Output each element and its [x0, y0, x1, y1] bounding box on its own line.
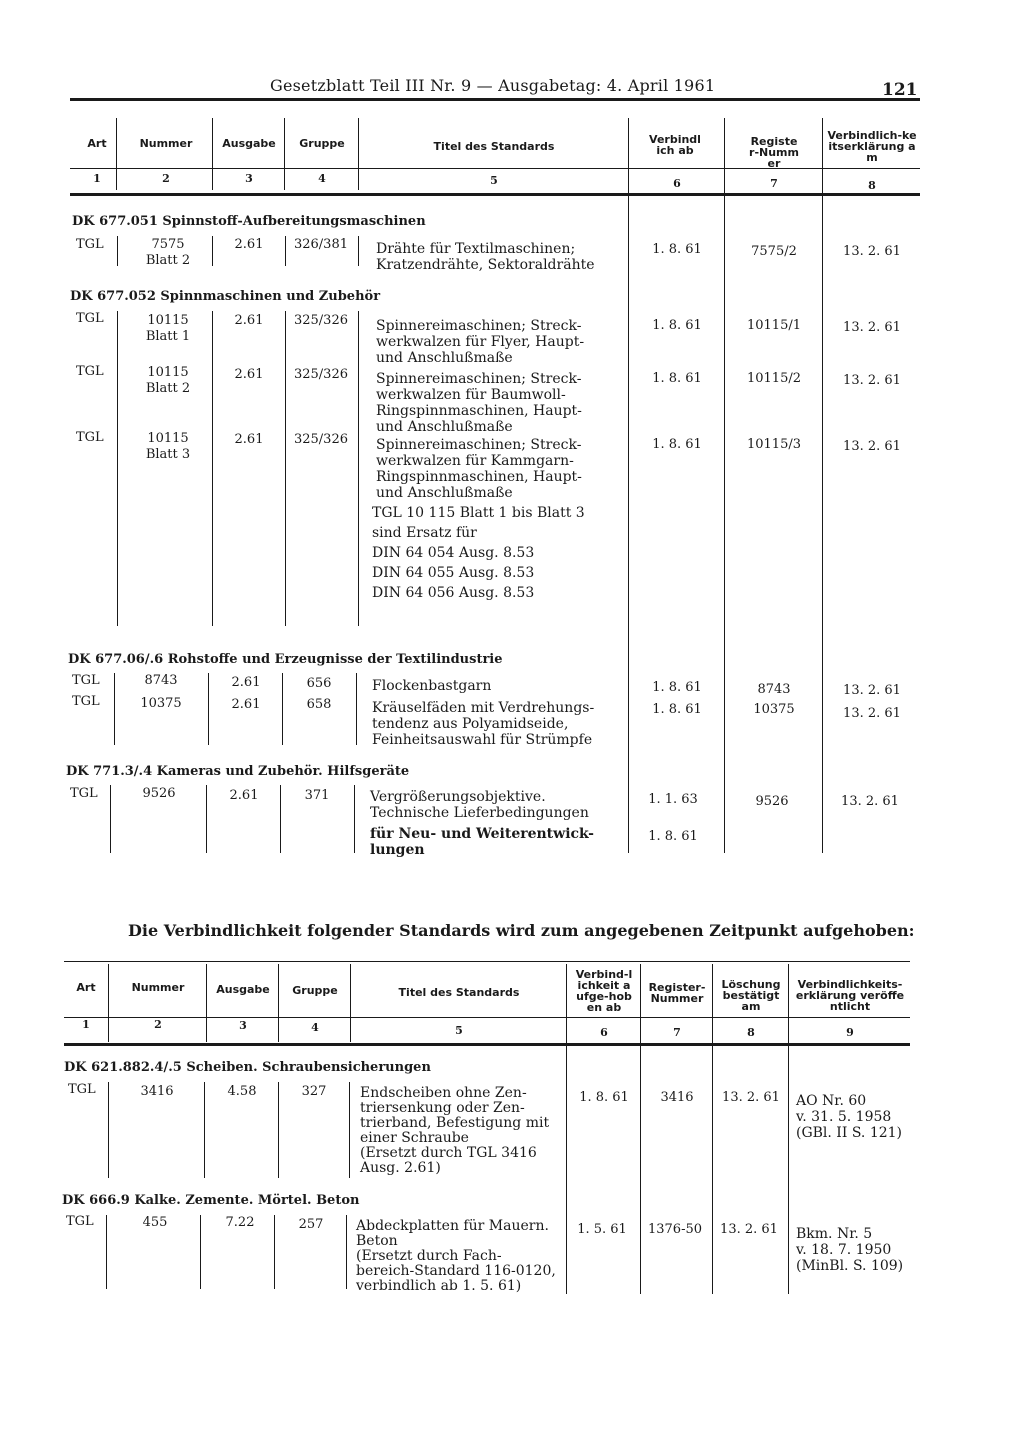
cell-veroeffentlicht: Bkm. Nr. 5 v. 18. 7. 1950 (MinBl. S. 109): [796, 1226, 904, 1274]
col-number: 5: [455, 1024, 463, 1037]
cell-aufgehoben-ab: 1. 8. 61: [579, 1090, 629, 1105]
col-number: 2: [154, 1018, 162, 1031]
cell-art: TGL: [76, 237, 104, 252]
cell-erklaerung: 13. 2. 61: [843, 244, 901, 259]
cell-ausgabe: 2.61: [234, 367, 264, 382]
col-number: 8: [868, 179, 876, 192]
header-separator: [70, 168, 920, 169]
revocation-heading: Die Verbindlichkeit folgender Standards wird zum angegebenen Zeitpunkt aufgehoben:: [128, 921, 915, 940]
section-heading: DK 677.06/.6 Rohstoffe und Erzeugnisse der Textilindustrie: [68, 652, 503, 667]
cell-art: TGL: [76, 311, 104, 326]
column-rule: [566, 964, 567, 1294]
column-rule: [206, 785, 207, 853]
cell-art: TGL: [76, 364, 104, 379]
column-rule: [628, 118, 629, 853]
cell-verbindlich-ab: 1. 8. 61: [648, 829, 698, 844]
column-rule: [117, 311, 118, 626]
cell-register: 1376-50: [647, 1222, 703, 1237]
cell-verbindlich-ab: 1. 8. 61: [652, 318, 702, 333]
column-rule: [282, 673, 283, 745]
col-header-veroeffentlicht: Verbindlichkeits-erklärung veröffentlicht: [795, 978, 905, 1013]
cell-titel: Abdeckplatten für Mauern. Beton (Ersetzt durch Fach- bereich-Standard 116-0120, verbindlich ab 1. 5. 61): [356, 1218, 556, 1294]
column-rule: [712, 964, 713, 1294]
col-number: 6: [673, 177, 681, 190]
column-rule: [350, 964, 351, 1042]
cell-nummer: 10115 Blatt 3: [145, 431, 191, 462]
col-number: 3: [245, 172, 253, 185]
running-head: Gesetzblatt Teil III Nr. 9 — Ausgabetag: 4. April 1961: [270, 76, 716, 95]
cell-ausgabe: 2.61: [234, 237, 264, 252]
col-header-register: Register-Nummer: [749, 135, 799, 170]
replacement-note: TGL 10 115 Blatt 1 bis Blatt 3 sind Ersatz für DIN 64 054 Ausg. 8.53 DIN 64 055 Ausg. 8.53 DIN 64 056 Ausg. 8.53: [372, 505, 585, 601]
cell-verbindlich-ab: 1. 8. 61: [652, 242, 702, 257]
cell-erklaerung: 13. 2. 61: [843, 320, 901, 335]
cell-register: 9526: [755, 794, 789, 809]
col-header-titel: Titel des Standards: [433, 140, 555, 153]
column-rule: [788, 964, 789, 1294]
col-number: 7: [673, 1026, 681, 1039]
col-number: 2: [162, 172, 170, 185]
cell-ausgabe: 4.58: [227, 1084, 257, 1099]
cell-gruppe: 326/381: [293, 237, 348, 252]
column-rule: [117, 236, 118, 266]
column-rule: [358, 118, 359, 190]
column-rule: [200, 1215, 201, 1289]
cell-loeschung: 13. 2. 61: [722, 1090, 780, 1105]
col-header-art: Art: [87, 137, 107, 150]
column-rule: [204, 1082, 205, 1178]
column-rule: [108, 964, 109, 1042]
col-number: 3: [239, 1019, 247, 1032]
cell-gruppe: 327: [301, 1084, 327, 1099]
cell-titel: Kräuselfäden mit Verdrehungs- tendenz aus Polyamidseide, Feinheitsauswahl für Strümpfe: [372, 700, 595, 748]
cell-verbindlich-ab: 1. 8. 61: [652, 680, 702, 695]
col-header-gruppe: Gruppe: [292, 984, 338, 997]
cell-register: 10115/1: [746, 318, 801, 333]
column-rule: [349, 1082, 350, 1178]
column-rule: [106, 1215, 107, 1289]
cell-art: TGL: [66, 1214, 94, 1229]
col-header-nummer: Nummer: [139, 137, 193, 150]
cell-titel: Spinnereimaschinen; Streck- werkwalzen für Flyer, Haupt- und Anschlußmaße: [376, 318, 585, 366]
page-number: 121: [882, 80, 918, 100]
column-rule: [285, 236, 286, 266]
cell-titel: Drähte für Textilmaschinen; Kratzendrähte, Sektoraldrähte: [376, 241, 595, 273]
cell-register: 8743: [757, 682, 791, 697]
column-rule: [346, 1215, 347, 1289]
section-heading: DK 621.882.4/.5 Scheiben. Schraubensicherungen: [64, 1060, 431, 1075]
cell-ausgabe: 2.61: [231, 697, 261, 712]
cell-ausgabe: 2.61: [234, 432, 264, 447]
col-header-ausgabe: Ausgabe: [222, 137, 276, 150]
col-number: 1: [82, 1018, 90, 1031]
column-rule: [116, 118, 117, 190]
col-header-loeschung: Löschung bestätigt am: [721, 978, 781, 1013]
column-rule: [110, 785, 111, 853]
col-header-gruppe: Gruppe: [299, 137, 345, 150]
col-header-erklaerung: Verbindlich-keitserklärung am: [827, 129, 917, 164]
cell-art: TGL: [72, 673, 100, 688]
cell-art: TGL: [72, 694, 100, 709]
column-rule: [212, 311, 213, 626]
cell-nummer: 9526: [142, 786, 176, 801]
header-bottom-rule: [70, 193, 920, 196]
cell-nummer: 7575 Blatt 2: [145, 237, 191, 268]
cell-art: TGL: [70, 786, 98, 801]
cell-aufgehoben-ab: 1. 5. 61: [577, 1222, 627, 1237]
col-header-ausgabe: Ausgabe: [216, 983, 270, 996]
cell-loeschung: 13. 2. 61: [720, 1222, 778, 1237]
cell-art: TGL: [68, 1082, 96, 1097]
header-bottom-rule: [64, 1043, 910, 1046]
cell-titel-extra: für Neu- und Weiterentwick- lungen: [370, 826, 594, 858]
col-number: 1: [93, 172, 101, 185]
cell-gruppe: 325/326: [293, 432, 348, 447]
column-rule: [358, 236, 359, 266]
col-number: 8: [747, 1026, 755, 1039]
cell-erklaerung: 13. 2. 61: [843, 683, 901, 698]
section-heading: DK 771.3/.4 Kameras und Zubehör. Hilfsgeräte: [66, 764, 410, 779]
table-top-rule: [64, 961, 910, 962]
cell-erklaerung: 13. 2. 61: [843, 439, 901, 454]
cell-erklaerung: 13. 2. 61: [843, 706, 901, 721]
cell-titel: Endscheiben ohne Zen- triersenkung oder Zen- trierband, Befestigung mit einer Schraube (Ersetzt durch TGL 3416 Ausg. 2.61): [360, 1085, 550, 1176]
col-number: 6: [600, 1026, 608, 1039]
section-heading: DK 666.9 Kalke. Zemente. Mörtel. Beton: [62, 1193, 360, 1208]
cell-erklaerung: 13. 2. 61: [843, 373, 901, 388]
cell-gruppe: 658: [306, 697, 332, 712]
section-heading: DK 677.051 Spinnstoff-Aufbereitungsmaschinen: [72, 214, 426, 229]
column-rule: [108, 1082, 109, 1178]
col-number: 9: [846, 1026, 854, 1039]
cell-register: 3416: [660, 1090, 694, 1105]
col-header-aufgehoben: Verbind-lichkeit aufge-hoben ab: [575, 968, 633, 1014]
cell-register: 7575/2: [751, 244, 797, 259]
column-rule: [212, 118, 213, 190]
cell-nummer: 10375: [140, 696, 182, 711]
col-header-art: Art: [76, 981, 96, 994]
cell-titel: Vergrößerungsobjektive. Technische Lieferbedingungen: [370, 789, 589, 821]
cell-nummer: 10115 Blatt 2: [145, 365, 191, 396]
cell-gruppe: 371: [304, 788, 330, 803]
cell-ausgabe: 2.61: [231, 675, 261, 690]
col-header-titel: Titel des Standards: [398, 986, 520, 999]
cell-nummer: 3416: [140, 1084, 174, 1099]
column-rule: [640, 964, 641, 1294]
column-rule: [724, 118, 725, 853]
cell-ausgabe: 2.61: [229, 788, 259, 803]
cell-ausgabe: 7.22: [225, 1215, 255, 1230]
column-rule: [358, 311, 359, 626]
cell-ausgabe: 2.61: [234, 313, 264, 328]
column-rule: [212, 236, 213, 266]
col-number: 4: [311, 1021, 319, 1034]
col-header-nummer: Nummer: [131, 981, 185, 994]
cell-erklaerung: 13. 2. 61: [841, 794, 899, 809]
cell-nummer: 10115 Blatt 1: [145, 313, 191, 344]
col-number: 7: [770, 177, 778, 190]
cell-register: 10375: [753, 702, 795, 717]
column-rule: [280, 785, 281, 853]
cell-verbindlich-ab: 1. 8. 61: [652, 437, 702, 452]
cell-gruppe: 257: [298, 1217, 324, 1232]
column-rule: [206, 964, 207, 1042]
column-rule: [278, 964, 279, 1042]
col-header-verbindlich: Verbindlich ab: [649, 133, 701, 157]
column-rule: [354, 785, 355, 853]
section-heading: DK 677.052 Spinnmaschinen und Zubehör: [70, 289, 381, 304]
cell-verbindlich-ab: 1. 8. 61: [652, 371, 702, 386]
column-rule: [208, 673, 209, 745]
cell-register: 10115/2: [746, 371, 801, 386]
col-number: 5: [490, 174, 498, 187]
cell-register: 10115/3: [746, 437, 801, 452]
col-number: 4: [318, 172, 326, 185]
cell-gruppe: 325/326: [293, 367, 348, 382]
cell-verbindlich-ab: 1. 1. 63: [648, 792, 698, 807]
cell-titel: Spinnereimaschinen; Streck- werkwalzen für Kammgarn- Ringspinnmaschinen, Haupt- und Anschlußmaße: [376, 437, 582, 501]
cell-veroeffentlicht: AO Nr. 60 v. 31. 5. 1958 (GBl. II S. 121): [796, 1093, 902, 1141]
cell-nummer: 455: [142, 1215, 168, 1230]
col-header-register: Register-Nummer: [648, 981, 706, 1005]
column-rule: [822, 118, 823, 853]
cell-titel: Flockenbastgarn: [372, 678, 492, 694]
header-rule: [70, 98, 920, 101]
cell-gruppe: 656: [306, 676, 332, 691]
column-rule: [278, 1082, 279, 1178]
cell-verbindlich-ab: 1. 8. 61: [652, 702, 702, 717]
column-rule: [284, 118, 285, 190]
column-rule: [356, 673, 357, 745]
column-rule: [285, 311, 286, 626]
cell-nummer: 8743: [144, 673, 178, 688]
cell-art: TGL: [76, 430, 104, 445]
column-rule: [114, 673, 115, 745]
cell-gruppe: 325/326: [293, 313, 348, 328]
cell-titel: Spinnereimaschinen; Streck- werkwalzen für Baumwoll- Ringspinnmaschinen, Haupt- und Anschlußmaße: [376, 371, 582, 435]
